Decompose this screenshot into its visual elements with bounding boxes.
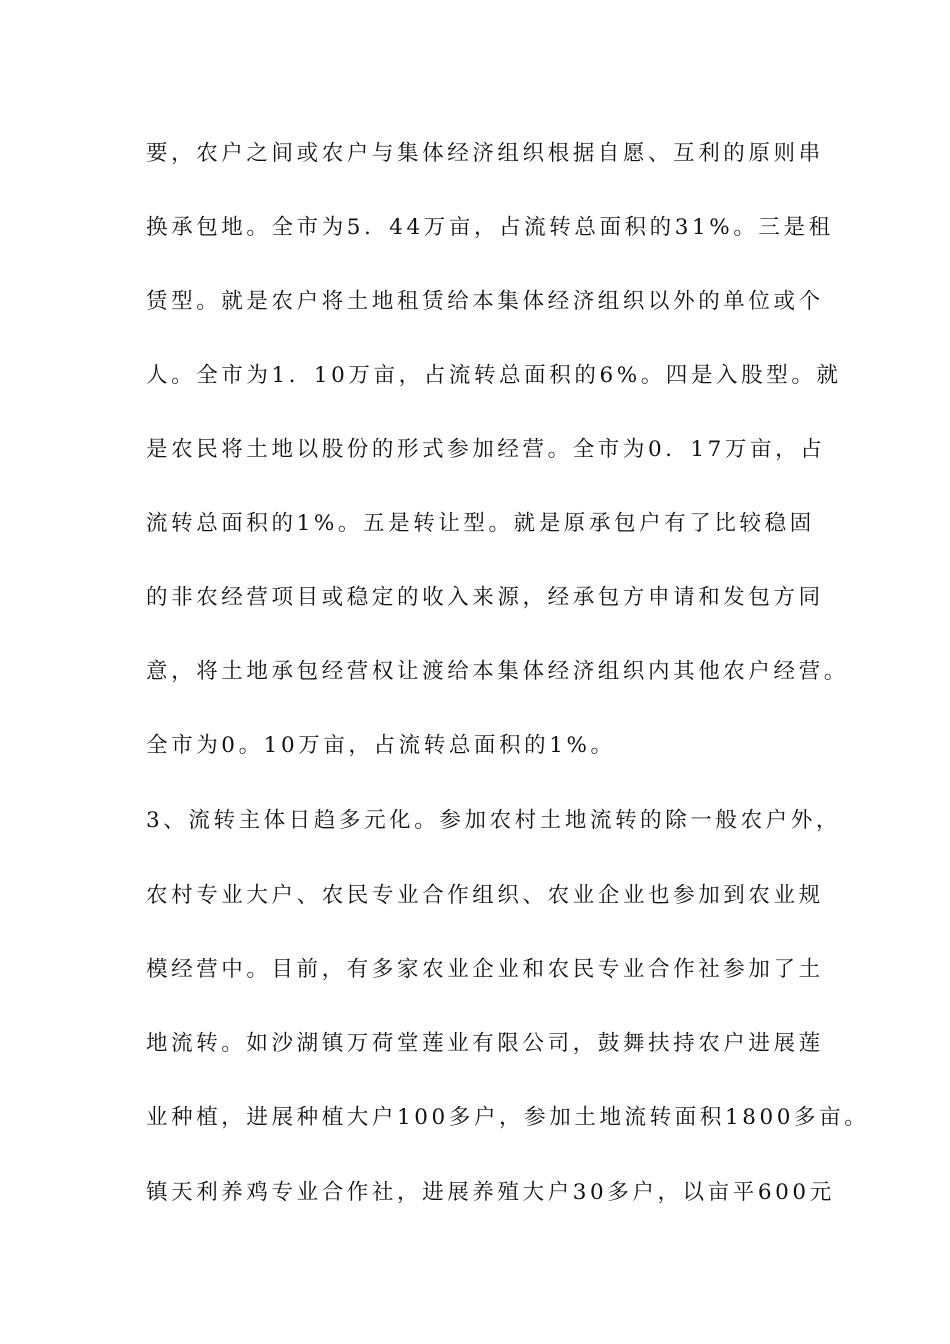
text-line: 镇天利养鸡专业合作社，进展养殖大户30多户，以亩平600元 xyxy=(146,1180,835,1205)
text-line: 3、流转主体日趋多元化。参加农村土地流转的除一般农户外， xyxy=(146,808,841,833)
text-line: 农村专业大户、农民专业合作组织、农业企业也参加到农业规 xyxy=(146,883,824,908)
text-line: 意，将土地承包经营权让渡给本集体经济组织内其他农户经营。 xyxy=(146,659,849,684)
text-line: 换承包地。全市为5．44万亩，占流转总面积的31%。三是租 xyxy=(146,215,834,240)
text-line: 流转总面积的1%。五是转让型。就是原承包户有了比较稳固 xyxy=(146,511,815,536)
text-line: 是农民将土地以股份的形式参加经营。全市为0．17万亩，占 xyxy=(146,437,826,462)
text-line: 的非农经营项目或稳定的收入来源，经承包方申请和发包方同 xyxy=(146,585,824,610)
text-line: 模经营中。目前，有多家农业企业和农民专业合作社参加了土 xyxy=(146,957,824,982)
text-line: 赁型。就是农户将土地租赁给本集体经济组织以外的单位或个 xyxy=(146,289,824,314)
text-line: 人。全市为1．10万亩，占流转总面积的6%。四是入股型。就 xyxy=(146,363,842,388)
text-line: 全市为0。10万亩，占流转总面积的1%。 xyxy=(146,733,616,758)
text-line: 要，农户之间或农户与集体经济组织根据自愿、互利的原则串 xyxy=(146,141,824,166)
text-line: 地流转。如沙湖镇万荷堂莲业有限公司，鼓舞扶持农户进展莲 xyxy=(146,1031,824,1056)
text-line: 业种植，进展种植大户100多户，参加土地流转面积1800多亩。 xyxy=(146,1105,870,1130)
